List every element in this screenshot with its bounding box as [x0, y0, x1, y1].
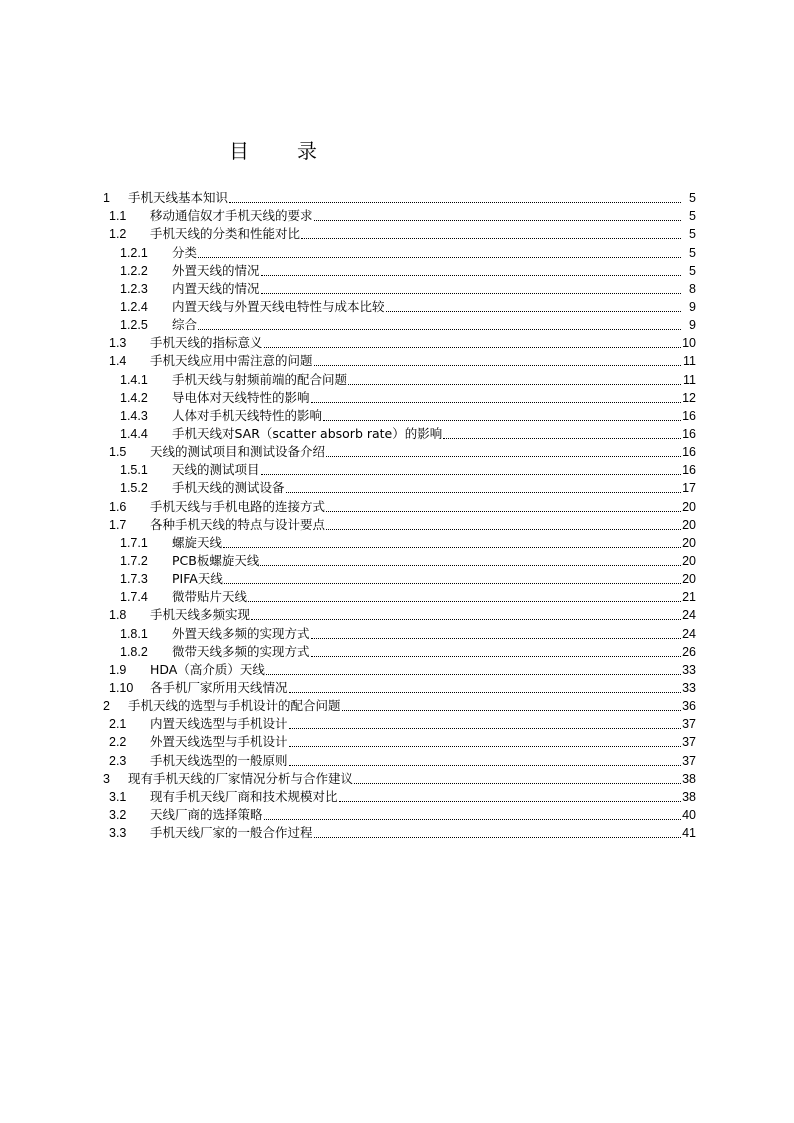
toc-dot-leader: [261, 293, 681, 294]
toc-entry-page: 9: [689, 318, 696, 333]
toc-entry[interactable]: [0, 624, 794, 642]
toc-entry[interactable]: [0, 425, 794, 443]
toc-entry-page: 26: [682, 644, 696, 659]
toc-dot-leader: [326, 456, 681, 457]
toc-entry[interactable]: [0, 262, 794, 280]
toc-entry-page: 9: [689, 299, 696, 314]
toc-entry[interactable]: [0, 334, 794, 352]
toc-entry-number: 1.5.1: [120, 463, 148, 478]
toc-entry[interactable]: [0, 824, 794, 842]
toc-entry-number: 1.2: [109, 227, 127, 242]
toc-entry[interactable]: [0, 407, 794, 425]
toc-dot-leader: [264, 819, 681, 820]
toc-entry-title: 外置天线选型与手机设计: [150, 734, 288, 750]
toc-entry[interactable]: [0, 370, 794, 388]
toc-entry-page: 16: [682, 426, 696, 441]
toc-entry-title: 手机天线选型的一般原则: [150, 752, 288, 768]
toc-entry[interactable]: [0, 389, 794, 407]
toc-entry-title: 各种手机天线的特点与设计要点: [150, 516, 326, 532]
toc-entry-number: 1.5: [109, 445, 127, 460]
toc-entry-title: HDA（高介质）天线: [150, 661, 265, 677]
toc-dot-leader: [261, 275, 681, 276]
toc-entry-title: 微带天线多频的实现方式: [172, 643, 310, 659]
toc-entry[interactable]: [0, 316, 794, 334]
toc-entry-number: 1.9: [109, 662, 127, 677]
toc-entry[interactable]: [0, 225, 794, 243]
toc-entry-title: PCB板螺旋天线: [172, 552, 260, 568]
toc-entry-page: 20: [682, 553, 696, 568]
toc-entry-page: 41: [682, 826, 696, 841]
toc-entry-title: 手机天线的选型与手机设计的配合问题: [128, 698, 341, 714]
toc-entry[interactable]: [0, 751, 794, 769]
toc-dot-leader: [251, 619, 681, 620]
toc-entry-page: 38: [682, 789, 696, 804]
toc-dot-leader: [260, 565, 681, 566]
toc-entry-number: 3: [103, 771, 110, 786]
toc-dot-leader: [314, 837, 681, 838]
toc-entry[interactable]: [0, 643, 794, 661]
toc-entry-title: 手机天线的测试设备: [172, 480, 285, 496]
toc-entry-page: 5: [689, 227, 696, 242]
toc-entry-number: 1.7.2: [120, 553, 148, 568]
toc-entry-number: 2.2: [109, 735, 127, 750]
toc-entry-number: 1.8: [109, 608, 127, 623]
toc-entry-number: 3.3: [109, 826, 127, 841]
toc-entry-page: 20: [682, 535, 696, 550]
toc-entry-page: 38: [682, 771, 696, 786]
toc-entry-title: 螺旋天线: [172, 534, 223, 550]
toc-entry-page: 16: [682, 463, 696, 478]
toc-entry[interactable]: [0, 697, 794, 715]
toc-entry-number: 1.2.3: [120, 281, 148, 296]
toc-entry-page: 37: [682, 717, 696, 732]
toc-entry-title: PIFA天线: [172, 571, 223, 587]
toc-dot-leader: [386, 311, 681, 312]
toc-entry-title: 综合: [172, 317, 198, 333]
toc-dot-leader: [342, 710, 681, 711]
toc-entry-number: 1: [103, 191, 110, 206]
toc-entry-number: 1.4.3: [120, 408, 148, 423]
toc-entry-page: 16: [682, 408, 696, 423]
toc-entry-title: 导电体对天线特性的影响: [172, 389, 310, 405]
toc-entry-title: 人体对手机天线特性的影响: [172, 407, 323, 423]
toc-entry-number: 1.5.2: [120, 481, 148, 496]
toc-entry-page: 33: [682, 662, 696, 677]
toc-entry-page: 21: [682, 590, 696, 605]
toc-entry-title: 手机天线多频实现: [150, 607, 251, 623]
toc-entry-number: 1.4.1: [120, 372, 148, 387]
toc-entry-title: 内置天线的情况: [172, 280, 260, 296]
toc-entry-title: 分类: [172, 244, 198, 260]
toc-entry-page: 36: [682, 699, 696, 714]
toc-entry-number: 1.8.2: [120, 644, 148, 659]
toc-entry-title: 天线厂商的选择策略: [150, 806, 263, 822]
toc-entry-number: 1.4.4: [120, 426, 148, 441]
toc-entry-title: 手机天线应用中需注意的问题: [150, 353, 313, 369]
toc-entry-page: 20: [682, 572, 696, 587]
toc-entry-page: 5: [689, 209, 696, 224]
toc-entry[interactable]: [0, 552, 794, 570]
toc-dot-leader: [223, 547, 681, 548]
toc-entry-number: 2.1: [109, 717, 127, 732]
toc-entry-number: 2.3: [109, 753, 127, 768]
toc-dot-leader: [289, 765, 681, 766]
toc-entry[interactable]: [0, 189, 794, 207]
toc-dot-leader: [311, 638, 681, 639]
toc-dot-leader: [289, 728, 681, 729]
toc-dot-leader: [314, 365, 681, 366]
toc-entry-title: 手机天线的指标意义: [150, 335, 263, 351]
toc-dot-leader: [339, 801, 681, 802]
toc-entry[interactable]: [0, 715, 794, 733]
toc-entry-title: 外置天线的情况: [172, 262, 260, 278]
toc-entry-page: 5: [689, 191, 696, 206]
toc-entry-number: 1.8.1: [120, 626, 148, 641]
toc-dot-leader: [248, 601, 681, 602]
toc-entry-page: 40: [682, 807, 696, 822]
toc-dot-leader: [323, 420, 681, 421]
toc-dot-leader: [311, 402, 681, 403]
toc-dot-leader: [198, 257, 681, 258]
toc-entry[interactable]: [0, 679, 794, 697]
toc-entry[interactable]: [0, 770, 794, 788]
toc-entry-title: 手机天线与射频前端的配合问题: [172, 371, 348, 387]
toc-entry-title: 各手机厂家所用天线情况: [150, 679, 288, 695]
toc-entry-page: 16: [682, 445, 696, 460]
toc-entry-title: 手机天线的分类和性能对比: [150, 226, 301, 242]
toc-entry-number: 1.7.1: [120, 535, 148, 550]
toc-entry-number: 3.2: [109, 807, 127, 822]
toc-entry[interactable]: [0, 352, 794, 370]
toc-entry-title: 移动通信奴才手机天线的要求: [150, 208, 313, 224]
toc-dot-leader: [286, 492, 681, 493]
toc-entry-page: 20: [682, 517, 696, 532]
toc-entry[interactable]: [0, 207, 794, 225]
toc-entry-title: 外置天线多频的实现方式: [172, 625, 310, 641]
toc-entry-number: 1.3: [109, 336, 127, 351]
toc-dot-leader: [311, 656, 681, 657]
toc-entry-number: 1.6: [109, 499, 127, 514]
toc-entry[interactable]: [0, 588, 794, 606]
toc-entry-title: 手机天线对SAR（scatter absorb rate）的影响: [172, 425, 443, 441]
toc-entry-number: 1.1: [109, 209, 127, 224]
toc-entry-title: 手机天线与手机电路的连接方式: [150, 498, 326, 514]
toc-dot-leader: [314, 220, 681, 221]
toc-entry-number: 3.1: [109, 789, 127, 804]
toc-entry-title: 现有手机天线厂商和技术规模对比: [150, 788, 338, 804]
toc-entry[interactable]: [0, 534, 794, 552]
toc-dot-leader: [348, 384, 681, 385]
toc-dot-leader: [443, 438, 681, 439]
toc-entry-number: 1.4.2: [120, 390, 148, 405]
toc-entry-page: 12: [682, 390, 696, 405]
toc-entry-title: 微带贴片天线: [172, 589, 248, 605]
toc-entry-page: 5: [689, 245, 696, 260]
toc-entry-title: 内置天线选型与手机设计: [150, 716, 288, 732]
toc-entry-page: 5: [689, 263, 696, 278]
toc-dot-leader: [326, 511, 681, 512]
toc-dot-leader: [289, 692, 681, 693]
toc-entry-page: 10: [682, 336, 696, 351]
toc-dot-leader: [264, 347, 681, 348]
toc-entry[interactable]: [0, 606, 794, 624]
toc-entry-number: 1.7: [109, 517, 127, 532]
toc-entry-title: 内置天线与外置天线电特性与成本比较: [172, 298, 385, 314]
table-of-contents: [0, 189, 794, 842]
toc-entry[interactable]: [0, 788, 794, 806]
toc-entry-number: 1.4: [109, 354, 127, 369]
toc-entry[interactable]: [0, 298, 794, 316]
toc-entry-page: 17: [682, 481, 696, 496]
toc-entry[interactable]: [0, 661, 794, 679]
toc-entry-number: 1.10: [109, 680, 134, 695]
toc-entry-page: 11: [683, 354, 696, 369]
toc-entry-number: 1.2.5: [120, 318, 148, 333]
toc-dot-leader: [354, 783, 681, 784]
toc-dot-leader: [301, 238, 681, 239]
toc-entry[interactable]: [0, 733, 794, 751]
toc-entry[interactable]: [0, 461, 794, 479]
toc-entry[interactable]: [0, 243, 794, 261]
toc-entry[interactable]: [0, 516, 794, 534]
toc-entry-number: 1.2.2: [120, 263, 148, 278]
toc-entry-title: 天线的测试项目和测试设备介绍: [150, 444, 326, 460]
toc-dot-leader: [224, 583, 681, 584]
toc-entry-title: 天线的测试项目: [172, 462, 260, 478]
toc-entry[interactable]: [0, 280, 794, 298]
toc-entry-title: 手机天线基本知识: [128, 190, 229, 206]
toc-entry-number: 1.7.4: [120, 590, 148, 605]
toc-entry[interactable]: [0, 443, 794, 461]
toc-entry-page: 33: [682, 680, 696, 695]
toc-entry-page: 20: [682, 499, 696, 514]
toc-entry-page: 11: [683, 372, 696, 387]
toc-dot-leader: [266, 674, 681, 675]
toc-entry-page: 8: [689, 281, 696, 296]
toc-entry-number: 1.2.4: [120, 299, 148, 314]
toc-entry-page: 37: [682, 735, 696, 750]
toc-entry-number: 1.7.3: [120, 572, 148, 587]
toc-entry[interactable]: [0, 570, 794, 588]
toc-dot-leader: [326, 529, 681, 530]
toc-entry-title: 手机天线厂家的一般合作过程: [150, 825, 313, 841]
toc-dot-leader: [289, 746, 681, 747]
toc-heading: 目 录: [229, 139, 331, 163]
toc-entry[interactable]: [0, 497, 794, 515]
toc-entry-page: 24: [682, 608, 696, 623]
toc-dot-leader: [229, 202, 681, 203]
toc-entry-number: 1.2.1: [120, 245, 148, 260]
toc-entry-title: 现有手机天线的厂家情况分析与合作建议: [128, 770, 354, 786]
toc-dot-leader: [261, 474, 681, 475]
toc-dot-leader: [198, 329, 681, 330]
toc-entry-page: 37: [682, 753, 696, 768]
toc-entry-page: 24: [682, 626, 696, 641]
toc-entry[interactable]: [0, 806, 794, 824]
toc-entry-number: 2: [103, 699, 110, 714]
toc-entry[interactable]: [0, 479, 794, 497]
